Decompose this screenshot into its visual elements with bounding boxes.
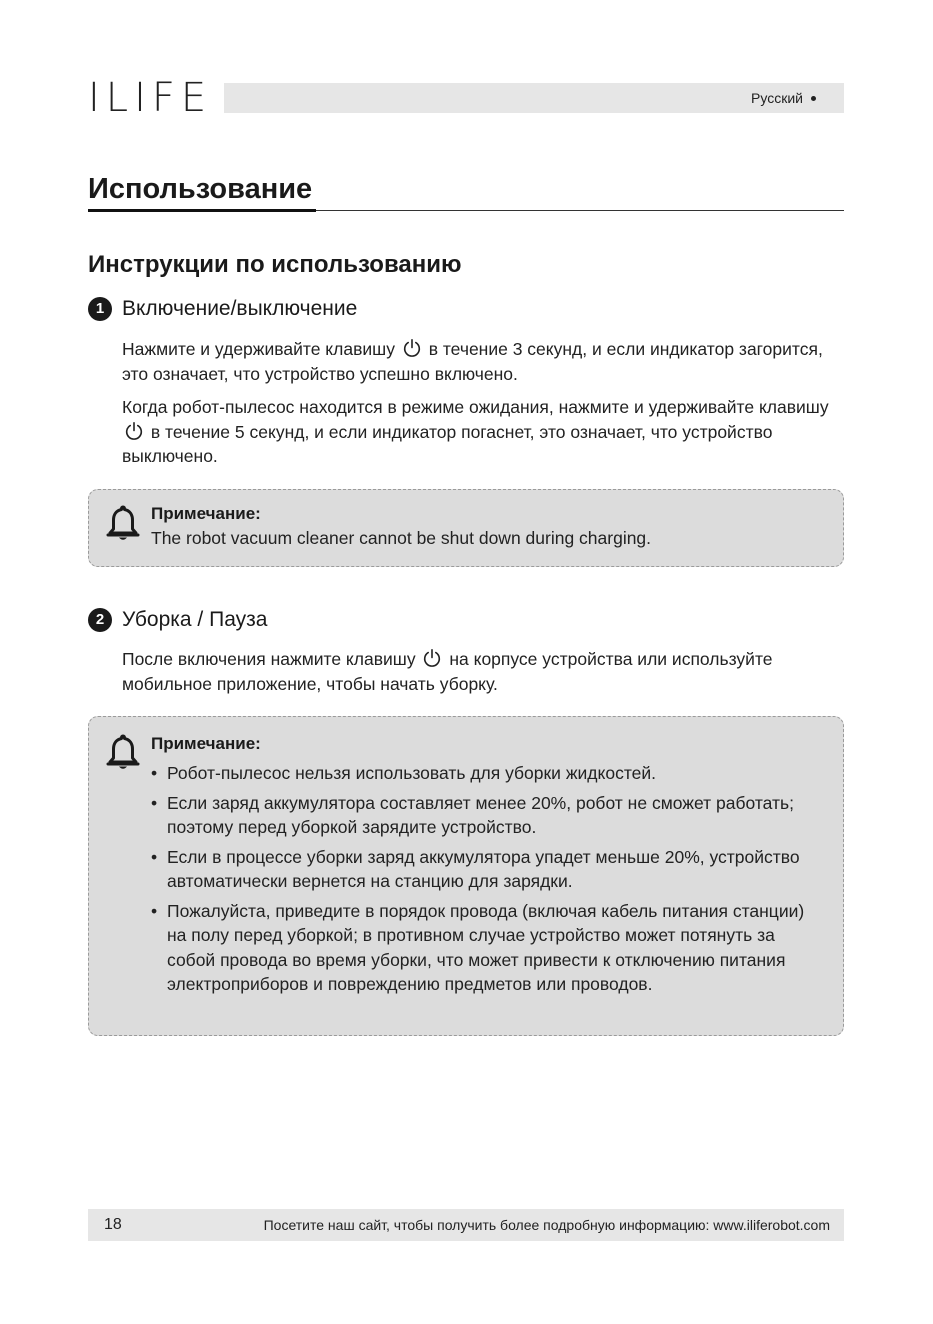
list-item: • Если заряд аккумулятора составляет менее 20%, робот не сможет работать; поэтому перед уборкой зарядите устройство. [151, 791, 821, 840]
step1-p1-text-b: в течение 3 секунд, и если индикатор загорится, это означает, что устройство успешно включено. [122, 339, 823, 384]
step1-title: Включение/выключение [122, 297, 358, 320]
bell-icon [106, 733, 140, 773]
section-title: Инструкции по использованию [88, 251, 462, 278]
note1-text: The robot vacuum cleaner cannot be shut down during charging. [151, 528, 652, 548]
list-item: • Если в процессе уборки заряд аккумулятора упадет меньше 20%, устройство автоматически вернется на станцию для зарядки. [151, 845, 821, 894]
step2-paragraph [122, 647, 842, 696]
note2-list [151, 761, 821, 1002]
ilife-logo: ILIFE [88, 75, 213, 121]
bell-icon [106, 504, 140, 544]
footer-website-text: Посетите наш сайт, чтобы получить более подробную информацию: www.iliferobot.com [263, 1217, 830, 1233]
power-icon [422, 648, 442, 668]
step1-p2-text-a: Когда робот-пылесос находится в режиме ожидания, нажмите и удерживайте клавишу [122, 397, 829, 417]
step1-p1-text-a: Нажмите и удерживайте клавишу [122, 339, 395, 359]
step-number-2: 2 [88, 608, 112, 632]
page-title: Использование [88, 173, 313, 205]
step1-p2-text-b: в течение 5 секунд, и если индикатор погаснет, это означает, что устройство выключено. [122, 421, 773, 466]
power-icon [124, 421, 144, 441]
language-label [751, 90, 816, 106]
note1-heading: Примечание: [151, 504, 261, 523]
step2-text-b: на корпусе устройства или используйте мобильное приложение, чтобы начать уборку. [122, 649, 773, 694]
step2-title: Уборка / Пауза [122, 608, 268, 631]
footer-bar [88, 1209, 844, 1241]
note-box-2 [88, 716, 844, 1036]
power-icon [402, 338, 422, 358]
page-number: 18 [104, 1216, 122, 1233]
title-underline [88, 209, 316, 212]
step-number-1: 1 [88, 297, 112, 321]
list-item: • Робот-пылесос нельзя использовать для уборки жидкостей. [151, 761, 821, 786]
header-bar [224, 83, 844, 113]
note2-heading: Примечание: [151, 734, 261, 753]
note-box-1 [88, 489, 844, 567]
step1-paragraph-2 [122, 395, 842, 469]
language-text: Русский [751, 90, 803, 106]
step2-text-a: После включения нажмите клавишу [122, 649, 416, 669]
bullet-dot-icon [811, 96, 816, 101]
list-item: • Пожалуйста, приведите в порядок провода (включая кабель питания станции) на полу перед уборкой; в противном случае устройство может потянуть за собой провода во время уборки, что может привести к отключению питания электроприборов и повреждению предметов или проводов. [151, 899, 821, 997]
step1-paragraph-1 [122, 337, 842, 386]
